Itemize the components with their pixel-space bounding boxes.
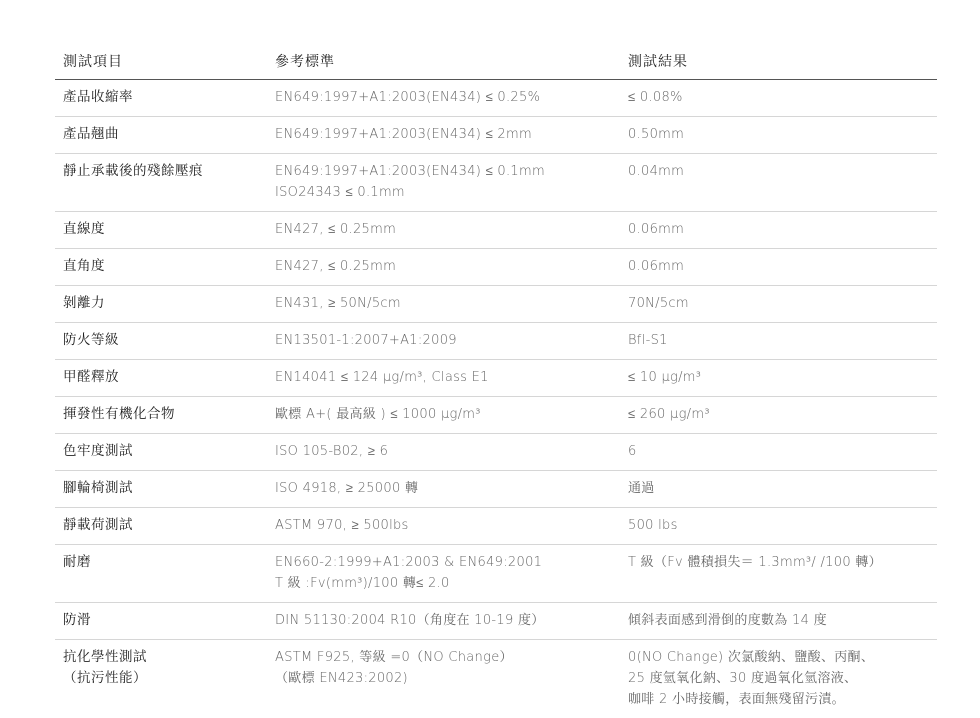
standard-cell	[267, 117, 620, 154]
result-text: 6	[628, 441, 929, 462]
test-item-cell	[55, 434, 267, 471]
test-item-text: 耐磨	[63, 552, 259, 573]
table-row	[55, 117, 937, 154]
header-test-item: 測試項目	[55, 44, 267, 80]
header-test-result: 測試結果	[620, 44, 937, 80]
table-row	[55, 323, 937, 360]
test-item-cell	[55, 154, 267, 212]
test-item-cell	[55, 471, 267, 508]
test-item-text: 甲醛釋放	[63, 367, 259, 388]
table-row	[55, 640, 937, 718]
test-item-text: 剝離力	[63, 293, 259, 314]
test-item-text: 抗化學性測試	[63, 647, 259, 668]
header-reference-standard: 參考標準	[267, 44, 620, 80]
test-item-text: 腳輪椅測試	[63, 478, 259, 499]
test-item-cell	[55, 117, 267, 154]
test-item-text: 靜止承載後的殘餘壓痕	[63, 161, 259, 182]
result-cell	[620, 508, 937, 545]
result-cell	[620, 471, 937, 508]
table-row	[55, 545, 937, 603]
result-text: T 級（Fv 體積損失＝ 1.3mm³/ /100 轉）	[628, 552, 929, 573]
standard-text: EN427, ≤ 0.25mm	[275, 219, 612, 240]
test-item-text: （抗污性能）	[63, 668, 259, 689]
result-text: ≤ 10 µg/m³	[628, 367, 929, 388]
table-row	[55, 360, 937, 397]
spec-sheet	[55, 44, 937, 718]
result-cell	[620, 640, 937, 718]
test-item-text: 揮發性有機化合物	[63, 404, 259, 425]
result-cell	[620, 212, 937, 249]
test-item-cell	[55, 80, 267, 117]
standard-text: DIN 51130:2004 R10（角度在 10-19 度）	[275, 610, 612, 631]
standard-cell	[267, 323, 620, 360]
result-cell	[620, 603, 937, 640]
table-row	[55, 471, 937, 508]
result-text: Bfl-S1	[628, 330, 929, 351]
standard-cell	[267, 545, 620, 603]
test-item-cell	[55, 323, 267, 360]
header-row	[55, 44, 937, 80]
standard-text: EN649:1997+A1:2003(EN434) ≤ 0.1mm	[275, 161, 612, 182]
result-cell	[620, 434, 937, 471]
test-item-text: 直線度	[63, 219, 259, 240]
result-text: 0.04mm	[628, 161, 929, 182]
result-text: 傾斜表面感到滑倒的度數為 14 度	[628, 610, 929, 631]
result-text: 500 lbs	[628, 515, 929, 536]
result-text: 通過	[628, 478, 929, 499]
table-row	[55, 286, 937, 323]
result-cell	[620, 117, 937, 154]
test-item-cell	[55, 360, 267, 397]
result-text: 70N/5cm	[628, 293, 929, 314]
result-text: 咖啡 2 小時接觸，表面無殘留污漬。	[628, 689, 929, 710]
result-text: 0.06mm	[628, 256, 929, 277]
result-text: ≤ 260 µg/m³	[628, 404, 929, 425]
test-item-text: 產品收縮率	[63, 87, 259, 108]
standard-cell	[267, 154, 620, 212]
test-item-cell	[55, 249, 267, 286]
test-item-text: 防滑	[63, 610, 259, 631]
table-row	[55, 603, 937, 640]
standard-text: EN431, ≥ 50N/5cm	[275, 293, 612, 314]
standard-text: EN660-2:1999+A1:2003 & EN649:2001	[275, 552, 612, 573]
test-item-text: 靜載荷測試	[63, 515, 259, 536]
result-cell	[620, 154, 937, 212]
table-row	[55, 434, 937, 471]
standard-text: EN427, ≤ 0.25mm	[275, 256, 612, 277]
standard-cell	[267, 80, 620, 117]
result-cell	[620, 323, 937, 360]
standard-text: ASTM 970, ≥ 500lbs	[275, 515, 612, 536]
result-cell	[620, 286, 937, 323]
standard-cell	[267, 249, 620, 286]
test-item-cell	[55, 286, 267, 323]
test-item-cell	[55, 397, 267, 434]
result-cell	[620, 545, 937, 603]
test-results-table	[55, 44, 937, 718]
standard-text: （歐標 EN423:2002)	[275, 668, 612, 689]
standard-text: ISO24343 ≤ 0.1mm	[275, 182, 612, 203]
standard-text: ISO 4918, ≥ 25000 轉	[275, 478, 612, 499]
standard-text: EN13501-1:2007+A1:2009	[275, 330, 612, 351]
standard-cell	[267, 603, 620, 640]
table-row	[55, 397, 937, 434]
standard-cell	[267, 286, 620, 323]
table-row	[55, 154, 937, 212]
table-header	[55, 44, 937, 80]
result-cell	[620, 360, 937, 397]
standard-text: ISO 105-B02, ≥ 6	[275, 441, 612, 462]
test-item-text: 防火等級	[63, 330, 259, 351]
table-row	[55, 508, 937, 545]
test-item-cell	[55, 508, 267, 545]
result-cell	[620, 397, 937, 434]
standard-text: 歐標 A+( 最高級 ) ≤ 1000 µg/m³	[275, 404, 612, 425]
standard-text: EN649:1997+A1:2003(EN434) ≤ 2mm	[275, 124, 612, 145]
test-item-cell	[55, 640, 267, 718]
table-row	[55, 212, 937, 249]
standard-text: T 級 :Fv(mm³)/100 轉≤ 2.0	[275, 573, 612, 594]
standard-text: ASTM F925, 等級 =0（NO Change）	[275, 647, 612, 668]
test-item-text: 色牢度測試	[63, 441, 259, 462]
test-item-cell	[55, 603, 267, 640]
result-text: ≤ 0.08%	[628, 87, 929, 108]
standard-cell	[267, 434, 620, 471]
result-cell	[620, 249, 937, 286]
standard-cell	[267, 397, 620, 434]
standard-text: EN649:1997+A1:2003(EN434) ≤ 0.25%	[275, 87, 612, 108]
result-text: 0.06mm	[628, 219, 929, 240]
test-item-cell	[55, 212, 267, 249]
result-cell	[620, 80, 937, 117]
table-row	[55, 80, 937, 117]
table-body	[55, 80, 937, 718]
standard-cell	[267, 212, 620, 249]
result-text: 0.50mm	[628, 124, 929, 145]
standard-cell	[267, 508, 620, 545]
test-item-text: 直角度	[63, 256, 259, 277]
test-item-text: 產品翹曲	[63, 124, 259, 145]
table-row	[55, 249, 937, 286]
standard-cell	[267, 471, 620, 508]
result-text: 0(NO Change) 次氯酸納、鹽酸、丙酮、	[628, 647, 929, 668]
test-item-cell	[55, 545, 267, 603]
result-text: 25 度氫氧化鈉、30 度過氧化氫溶液、	[628, 668, 929, 689]
standard-text: EN14041 ≤ 124 µg/m³, Class E1	[275, 367, 612, 388]
standard-cell	[267, 640, 620, 718]
standard-cell	[267, 360, 620, 397]
